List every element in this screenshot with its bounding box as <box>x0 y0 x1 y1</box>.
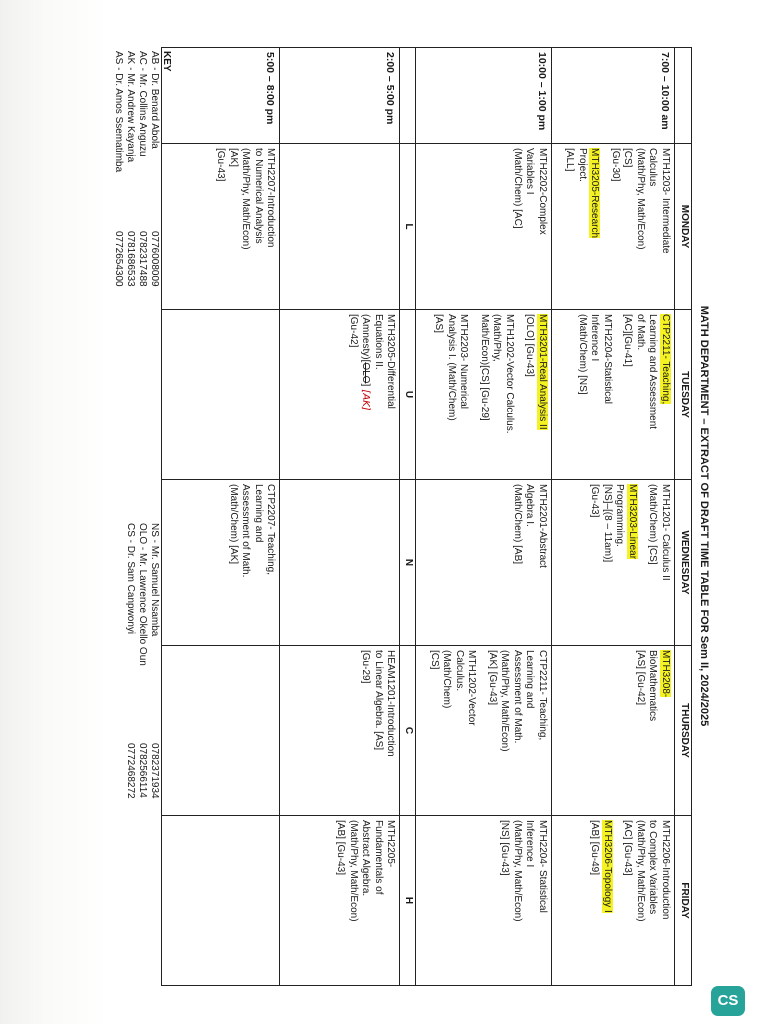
timetable-cell <box>162 646 280 816</box>
time-slot-row <box>400 48 416 986</box>
course-entry: MTH3203-Linear Programming. [NS]–[(8 – 11am)] [Gu-43] <box>589 484 638 563</box>
course-entry: MTH2206-Introduction to Complex Variables (Math/Phy, Math/Econ) [AC] [Gu-43] <box>622 820 671 922</box>
course-entry: MTH2204-Statistical Inference I (Math/Chem) [NS] <box>577 314 613 405</box>
course-entry: CTP2211- Teaching, Learning and Assessment of Math. (Math/Phy, Math/Econ) [AK] [Gu-43] <box>487 650 548 752</box>
key-entry <box>136 523 148 799</box>
timetable-cell <box>552 144 675 310</box>
course-entry: MTH3205-Differential Equations II. (Amnesty)[OLO] [AK] [Gu-42] <box>348 314 397 411</box>
time-slot-label: 2:00 – 5:00 pm <box>280 48 400 144</box>
course-entry: MTH3206-Topology I [AB] [Gu-49] <box>589 820 613 913</box>
lunch-letter: N <box>400 480 416 646</box>
course-entry: MTH3208- BioMathematics [AS] [Gu-42] <box>635 650 671 722</box>
highlighted-course-code: CTP2211- Teaching, <box>660 314 671 405</box>
handwritten-correction: [AK] <box>360 386 372 411</box>
lecturer-phone: 0782371934 <box>149 743 160 799</box>
timetable-cell <box>416 310 552 480</box>
highlighted-course-code: MTH3203-Linear <box>627 484 638 560</box>
key-legend-right <box>124 523 160 799</box>
course-entry: MTH3201-Real Analysis II [OLO] [Gu-43] <box>524 314 548 430</box>
timetable-cell <box>416 480 552 646</box>
key-entry <box>136 51 148 331</box>
timetable-cell <box>280 144 400 310</box>
lunch-letter: L <box>400 144 416 310</box>
timetable-cell <box>552 646 675 816</box>
time-slot-label: 7:00 – 10:00 am <box>552 48 675 144</box>
timetable-cell <box>416 816 552 986</box>
timetable-document <box>76 47 716 985</box>
timetable-cell <box>162 310 280 480</box>
day-header: WEDNESDAY <box>675 480 692 646</box>
course-entry: MTH3205-Research Project. [ALL] <box>564 148 601 239</box>
lecturer-name: AK - Mr. Andrew Kayanja <box>125 51 136 163</box>
time-slot-label <box>400 48 416 144</box>
timetable-cell <box>280 480 400 646</box>
lecturer-name: AS - Dr. Amos Ssematimba <box>113 51 124 173</box>
course-entry: CTP2211- Teaching, Learning and Assessment of Math. [AC][Gu-41] <box>622 314 671 430</box>
timetable <box>162 47 693 986</box>
lecturer-phone: 0772654300 <box>113 231 124 287</box>
timetable-cell <box>162 144 280 310</box>
course-entry: MTH1203- Intermediate Calculus (Math/Phy, Math/Econ) [CS] [Gu-30] <box>610 148 671 254</box>
lecturer-phone: 0781686533 <box>125 231 136 287</box>
course-entry: MTH2205- Fundamentals of Abstract Algebra. (Math/Phy, Math/Econ) [AB] [Gu-43] <box>335 820 397 922</box>
day-header: FRIDAY <box>675 816 692 986</box>
lunch-letter: H <box>400 816 416 986</box>
day-header: TUESDAY <box>675 310 692 480</box>
course-entry: MTH2202-Complex Variables I (Math/Chem) [AC] <box>512 148 548 235</box>
timetable-cell <box>552 480 675 646</box>
lecturer-name: AC - Mr. Collins Anguzu <box>137 51 148 157</box>
time-slot-row <box>162 48 280 986</box>
key-entry <box>148 51 160 331</box>
lunch-letter: U <box>400 310 416 480</box>
key-legend <box>112 51 172 331</box>
course-entry: CTP2207- Teaching, Learning and Assessment of Math. (Math/Chem) [AK] <box>228 484 277 578</box>
course-entry: MTH2207-Introduction to Numerical Analysis (Math/Phy, Math/Econ) [AK] [Gu-43] <box>215 148 277 250</box>
timetable-cell <box>416 144 552 310</box>
time-slot-row <box>552 48 675 986</box>
key-entry <box>124 523 136 799</box>
lecturer-phone: 0782566114 <box>137 743 148 798</box>
struck-out-lecturer: OLO <box>360 362 372 384</box>
course-entry: MTH2201-Abstract Algebra I. (Math/Chem) [AB] <box>512 484 548 568</box>
highlighted-course-code: MTH3206-Topology I <box>602 820 613 913</box>
time-slot-row <box>416 48 552 986</box>
camscanner-badge: CS <box>711 986 745 1016</box>
timetable-cell <box>280 816 400 986</box>
time-slot-label: 5:00 – 8:00 pm <box>162 48 280 144</box>
key-heading: KEY <box>161 51 172 72</box>
lecturer-phone: 0772468272 <box>125 743 136 799</box>
lecturer-name: NS - Mr. Samuel Nsamba <box>149 523 160 637</box>
timetable-cell <box>552 816 675 986</box>
course-entry: HEAM1201-Introduction to Linear Algebra. [AS] [Gu-29] <box>360 650 397 757</box>
lecturer-phone: 0782317488 <box>137 231 148 287</box>
key-entry <box>148 523 160 799</box>
document-title: MATH DEPARTMENT – EXTRACT OF DRAFT TIME TABLE FOR Sem II, 2024/2025 <box>698 305 710 727</box>
day-header: MONDAY <box>675 144 692 310</box>
timetable-cell <box>280 646 400 816</box>
corner-cell <box>675 48 692 144</box>
day-header: THURSDAY <box>675 646 692 816</box>
time-slot-label: 10:00 – 1:00 pm <box>416 48 552 144</box>
highlighted-course-code: MTH3205-Research <box>589 148 601 239</box>
lecturer-name: CS - Dr. Sam Canpwonyi <box>125 523 136 635</box>
key-entry <box>112 51 124 331</box>
lecturer-name: AB - Dr. Benard Abola <box>149 51 160 149</box>
timetable-cell <box>162 816 280 986</box>
course-entry: MTH1202-Vector Calculus. (Math/Chem) [CS] <box>429 650 478 726</box>
time-slot-row <box>280 48 400 986</box>
key-entry <box>124 51 136 331</box>
course-entry: MTH1202-Vector Calculus. (Math/Phy, Math/Econ)[CS] [Gu-29] <box>479 314 515 434</box>
course-entry: MTH1201- Calculus II (Math/Chem) [CS] <box>647 484 671 581</box>
timetable-cell <box>162 480 280 646</box>
course-entry: MTH2204- Statistical Inference I (Math/Phy, Math/Econ) [NS] [Gu-43] <box>499 820 548 922</box>
lecturer-phone: 0776008009 <box>149 231 160 287</box>
course-entry: MTH2203- Numerical Analysis I. (Math/Chem) [AS] <box>433 314 470 421</box>
lunch-letter: C <box>400 646 416 816</box>
timetable-cell <box>280 310 400 480</box>
highlighted-course-code: MTH3208- <box>660 650 671 698</box>
day-header-row <box>675 48 692 986</box>
lecturer-name: OLO - Mr. Lawrence Okello Oun <box>137 523 148 666</box>
timetable-cell <box>552 310 675 480</box>
timetable-cell <box>416 646 552 816</box>
highlighted-course-code: MTH3201-Real Analysis II <box>537 314 548 430</box>
